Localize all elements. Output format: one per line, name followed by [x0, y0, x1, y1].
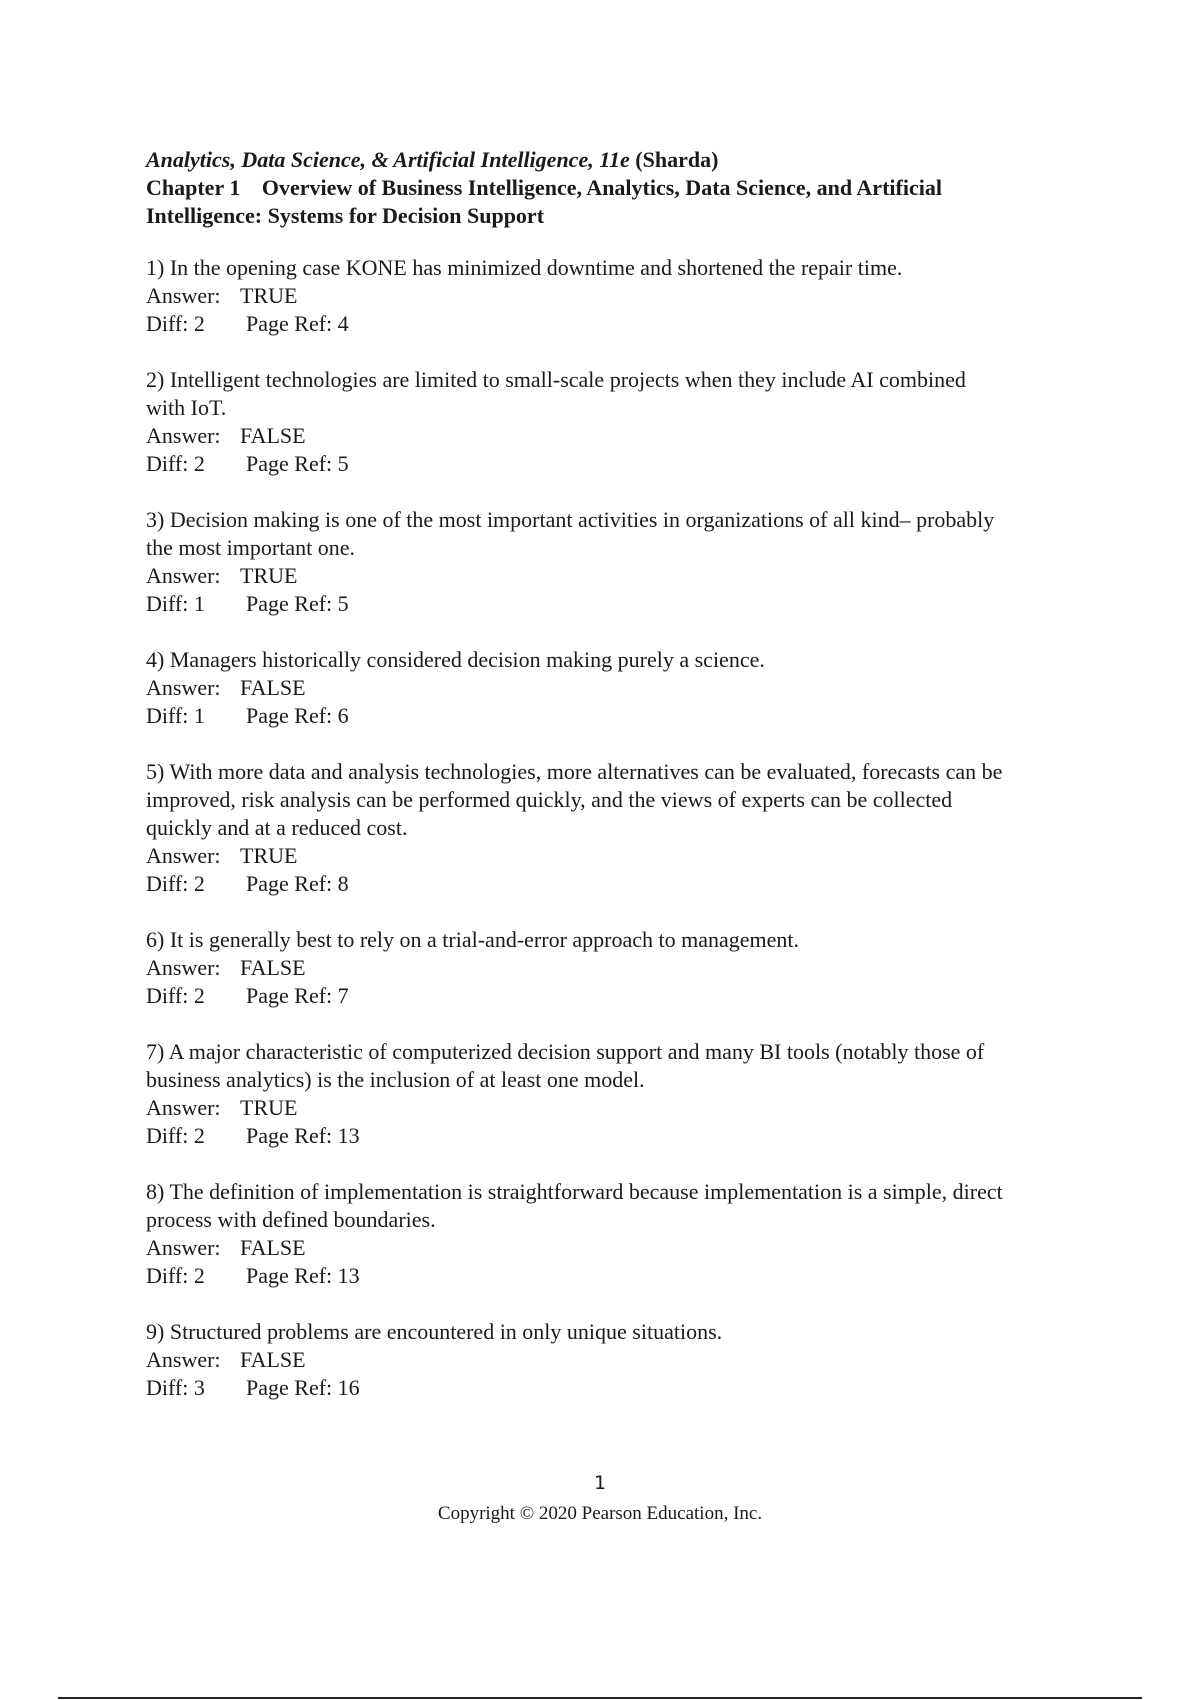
difficulty-row — [146, 1122, 1106, 1150]
question-item — [146, 646, 1106, 730]
difficulty-row — [146, 702, 1106, 730]
answer-value: FALSE — [240, 1347, 306, 1372]
question-text-line — [146, 1038, 1106, 1066]
difficulty — [146, 702, 246, 730]
difficulty-label: Diff: — [146, 311, 189, 336]
question-text-line — [146, 254, 1106, 282]
answer-label: Answer: — [146, 423, 221, 448]
question-item — [146, 366, 1106, 478]
question-number: 6) — [146, 927, 165, 952]
question-text-line — [146, 926, 1106, 954]
question-text — [146, 366, 1106, 422]
question-line-text: In the opening case KONE has minimized downtime and shortened the repair time. — [169, 255, 903, 280]
question-text — [146, 646, 1106, 674]
difficulty — [146, 1122, 246, 1150]
book-title-line — [146, 146, 1106, 174]
difficulty-value: 3 — [193, 1375, 205, 1400]
question-text-line — [146, 758, 1106, 786]
difficulty-label: Diff: — [146, 1123, 189, 1148]
document-header — [146, 146, 1106, 230]
question-number: 9) — [146, 1319, 165, 1344]
answer-row — [146, 1094, 1106, 1122]
question-number: 8) — [146, 1179, 165, 1204]
chapter-title-line — [146, 174, 1106, 202]
difficulty-label: Diff: — [146, 871, 189, 896]
question-line-text: Structured problems are encountered in only unique situations. — [169, 1319, 723, 1344]
page-ref-value: 5 — [337, 451, 349, 476]
difficulty-label: Diff: — [146, 983, 189, 1008]
answer-row — [146, 954, 1106, 982]
page-ref-label: Page Ref: — [246, 983, 333, 1008]
question-line-text: improved, risk analysis can be performed quickly, and the views of experts can be collected — [146, 787, 953, 812]
difficulty-label: Diff: — [146, 451, 189, 476]
question-text — [146, 758, 1106, 842]
question-line-text: Decision making is one of the most important activities in organizations of all kind– probably — [169, 507, 995, 532]
answer-value: FALSE — [240, 423, 306, 448]
question-line-text: With more data and analysis technologies, more alternatives can be evaluated, forecasts can be — [169, 759, 1003, 784]
question-line-text: with IoT. — [146, 395, 227, 420]
difficulty-value: 2 — [193, 451, 205, 476]
question-text — [146, 1178, 1106, 1234]
page-bottom-rule — [58, 1697, 1142, 1699]
document-page — [146, 146, 1106, 1430]
question-line-text: A major characteristic of computerized decision support and many BI tools (notably those of — [168, 1039, 985, 1064]
difficulty — [146, 310, 246, 338]
difficulty — [146, 1262, 246, 1290]
answer-row — [146, 1346, 1106, 1374]
question-item — [146, 926, 1106, 1010]
difficulty — [146, 1374, 246, 1402]
answer-row — [146, 422, 1106, 450]
question-text-line — [146, 646, 1106, 674]
difficulty — [146, 450, 246, 478]
difficulty-row — [146, 1262, 1106, 1290]
difficulty-row — [146, 590, 1106, 618]
question-item — [146, 758, 1106, 898]
chapter-title-continued: Intelligence: Systems for Decision Support — [146, 203, 545, 228]
question-number: 1) — [146, 255, 165, 280]
answer-row — [146, 674, 1106, 702]
difficulty — [146, 590, 246, 618]
answer-label: Answer: — [146, 283, 221, 308]
question-number: 5) — [146, 759, 165, 784]
difficulty-value: 2 — [193, 311, 205, 336]
answer-value: TRUE — [240, 843, 298, 868]
answer-value: TRUE — [240, 563, 298, 588]
question-number: 4) — [146, 647, 165, 672]
answer-row — [146, 842, 1106, 870]
difficulty-value: 1 — [193, 591, 205, 616]
question-list — [146, 254, 1106, 1402]
question-line-text: It is generally best to rely on a trial-and-error approach to management. — [169, 927, 800, 952]
question-line-text: process with defined boundaries. — [146, 1207, 436, 1232]
question-text-line — [146, 786, 1106, 814]
question-text — [146, 1318, 1106, 1346]
page-ref-value: 7 — [337, 983, 349, 1008]
question-line-text: The definition of implementation is straightforward because implementation is a simple, direct — [169, 1179, 1003, 1204]
question-text-line — [146, 506, 1106, 534]
answer-label: Answer: — [146, 563, 221, 588]
difficulty-row — [146, 870, 1106, 898]
question-item — [146, 1318, 1106, 1402]
question-text-line — [146, 1206, 1106, 1234]
difficulty-value: 2 — [193, 1263, 205, 1288]
answer-label: Answer: — [146, 843, 221, 868]
copyright-notice: Copyright © 2020 Pearson Education, Inc. — [437, 1503, 763, 1524]
answer-label: Answer: — [146, 955, 221, 980]
difficulty-value: 2 — [193, 1123, 205, 1148]
page-ref-label: Page Ref: — [246, 1123, 333, 1148]
page-ref-value: 4 — [337, 311, 349, 336]
question-item — [146, 1038, 1106, 1150]
page-ref-label: Page Ref: — [246, 451, 333, 476]
difficulty-row — [146, 310, 1106, 338]
question-line-text: quickly and at a reduced cost. — [146, 815, 408, 840]
question-number: 7) — [146, 1039, 165, 1064]
difficulty-row — [146, 1374, 1106, 1402]
difficulty-value: 2 — [193, 871, 205, 896]
difficulty-label: Diff: — [146, 703, 189, 728]
question-line-text: business analytics) is the inclusion of at least one model. — [146, 1067, 645, 1092]
difficulty-label: Diff: — [146, 1375, 189, 1400]
page-ref-label: Page Ref: — [246, 591, 333, 616]
answer-row — [146, 562, 1106, 590]
answer-value: TRUE — [240, 1095, 298, 1120]
page-ref-value: 13 — [337, 1263, 360, 1288]
answer-value: FALSE — [240, 955, 306, 980]
answer-label: Answer: — [146, 1235, 221, 1260]
answer-value: FALSE — [240, 1235, 306, 1260]
question-text-line — [146, 1178, 1106, 1206]
page-number: 1 — [593, 1472, 607, 1494]
difficulty-value: 1 — [193, 703, 205, 728]
difficulty — [146, 870, 246, 898]
question-item — [146, 254, 1106, 338]
question-text-line — [146, 1066, 1106, 1094]
page-ref-value: 8 — [337, 871, 349, 896]
page-ref-value: 16 — [337, 1375, 360, 1400]
difficulty-row — [146, 982, 1106, 1010]
page-ref-label: Page Ref: — [246, 1375, 333, 1400]
page-ref-value: 6 — [337, 703, 349, 728]
page-ref-value: 13 — [337, 1123, 360, 1148]
difficulty — [146, 982, 246, 1010]
difficulty-label: Diff: — [146, 1263, 189, 1288]
answer-label: Answer: — [146, 675, 221, 700]
question-number: 2) — [146, 367, 165, 392]
question-text — [146, 926, 1106, 954]
answer-value: TRUE — [240, 283, 298, 308]
page-ref-label: Page Ref: — [246, 871, 333, 896]
question-text — [146, 254, 1106, 282]
question-text-line — [146, 534, 1106, 562]
answer-label: Answer: — [146, 1347, 221, 1372]
page-ref-label: Page Ref: — [246, 311, 333, 336]
page-ref-value: 5 — [337, 591, 349, 616]
page-ref-label: Page Ref: — [246, 703, 333, 728]
question-text-line — [146, 366, 1106, 394]
difficulty-row — [146, 450, 1106, 478]
book-author: (Sharda) — [635, 147, 719, 172]
question-text-line — [146, 394, 1106, 422]
question-line-text: Managers historically considered decision making purely a science. — [169, 647, 765, 672]
question-line-text: Intelligent technologies are limited to small-scale projects when they include AI combined — [169, 367, 966, 392]
question-item — [146, 1178, 1106, 1290]
question-text — [146, 1038, 1106, 1094]
question-line-text: the most important one. — [146, 535, 355, 560]
answer-value: FALSE — [240, 675, 306, 700]
difficulty-label: Diff: — [146, 591, 189, 616]
chapter-label: Chapter 1 — [146, 175, 241, 200]
book-title: Analytics, Data Science, & Artificial Intelligence, 11e — [146, 147, 630, 172]
question-text-line — [146, 1318, 1106, 1346]
question-item — [146, 506, 1106, 618]
answer-label: Answer: — [146, 1095, 221, 1120]
chapter-title: Overview of Business Intelligence, Analytics, Data Science, and Artificial — [261, 175, 942, 200]
difficulty-value: 2 — [193, 983, 205, 1008]
question-text — [146, 506, 1106, 562]
question-number: 3) — [146, 507, 165, 532]
page-ref-label: Page Ref: — [246, 1263, 333, 1288]
answer-row — [146, 282, 1106, 310]
question-text-line — [146, 814, 1106, 842]
answer-row — [146, 1234, 1106, 1262]
